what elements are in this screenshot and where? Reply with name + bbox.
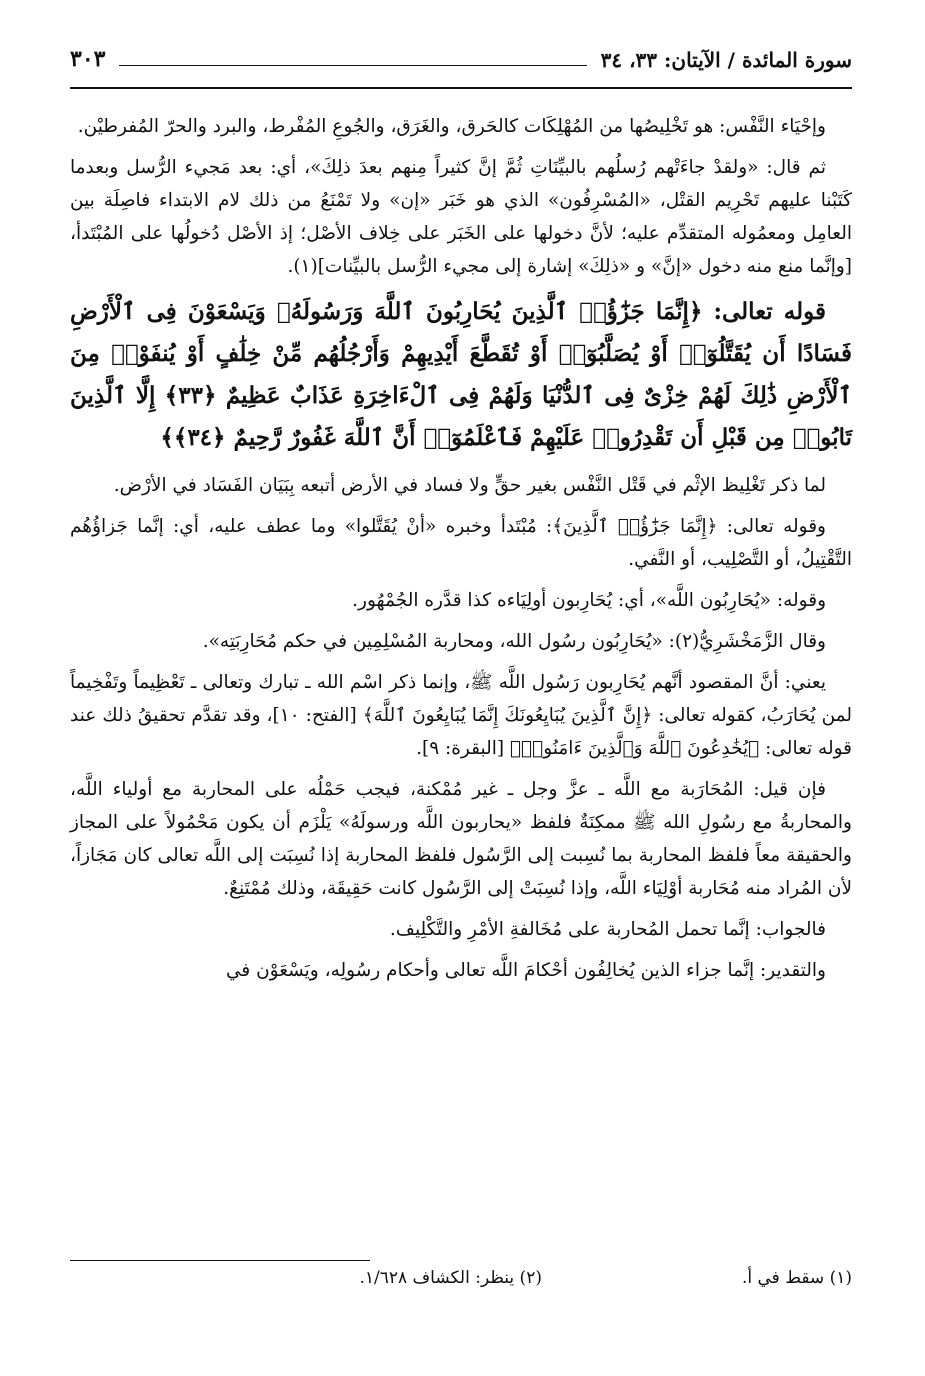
paragraph-yuharibun: وقوله: «يُحَارِبُون اللَّه»، أي: يُحَارِبون أولِيَاءه كذا قدَّره الجُمْهُور.	[352, 590, 826, 611]
paragraph-zamakhshari: وقال الزَّمَخْشَرِيُّ(٢): «يُحَارِبُون رسُول الله، ومحاربة المُسْلِمِين في حكم مُحَارِبَتِه».	[202, 631, 826, 652]
paragraph-ihya: وإحْيَاء النَّفْس: هو تَخْلِيصُها من المُهْلِكَات كالحَرق، والغَرَق، والجُوعِ المُفْرط، والبرد والحرّ المُفرطيْن.	[77, 116, 826, 137]
footnote-rule	[70, 1260, 370, 1261]
page-header	[70, 40, 852, 86]
paragraph-innama-jazau: وقوله تعالى: ﴿إِنَّمَا جَزَٰٓؤُا۟ ٱلَّذِينَ﴾: مُبْتَدأ وخبره «أنْ يُقَتَّلوا» وما عطف عليه، أي: إنَّما جَزاؤُهُم التَّقْتِيلُ، أو التَّصْلِيب، أو النَّفي.	[70, 516, 852, 570]
paragraph-at-taqdir: والتقدير: إنَّما جزاء الذين يُخالِفُون أحْكامَ اللَّه تعالى وأحكام رسُولِه، ويَسْعَوْن في	[225, 960, 826, 981]
page-body	[70, 110, 852, 995]
footnotes	[70, 1268, 852, 1288]
footnote-2: (٢) ينظر: الكشاف ١/٦٢٨.	[359, 1268, 542, 1288]
paragraph-al-jawab: فالجواب: إنَّما تحمل المُحاربة على مُخَالفةِ الأمْرِ والتَّكْلِيف.	[389, 919, 826, 940]
running-title: سورة المائدة / الآيتان: ٣٣، ٣٤	[600, 48, 852, 72]
quran-verse-33-34: قوله تعالى: ﴿إِنَّمَا جَزَٰٓؤُا۟ ٱلَّذِينَ يُحَارِبُونَ ٱللَّهَ وَرَسُولَهُۥ وَيَسْعَوْنَ فِى ٱلْأَرْضِ فَسَادًا أَن يُقَتَّلُوٓا۟ أَوْ يُصَلَّبُوٓا۟ أَوْ تُقَطَّعَ أَيْدِيهِمْ وَأَرْجُلُهُم مِّنْ خِلَٰفٍ أَوْ يُنفَوْا۟ مِنَ ٱلْأَرْضِ ذَٰلِكَ لَهُمْ خِزْىٌ فِى ٱلدُّنْيَا وَلَهُمْ فِى ٱلْءَاخِرَةِ عَذَابٌ عَظِيمٌ ﴿٣٣﴾ إِلَّا ٱلَّذِينَ تَابُوا۟ مِن قَبْلِ أَن تَقْدِرُوا۟ عَلَيْهِمْ فَٱعْلَمُوٓا۟ أَنَّ ٱللَّهَ غَفُورٌ رَّحِيمٌ ﴿٣٤﴾﴾	[70, 298, 852, 451]
footnote-1: (١) سقط في أ.	[741, 1268, 852, 1288]
paragraph-lamma-dhakar: لما ذكر تَغْلِيظ الإثْم في قَتْل النَّفْس بغير حقٍّ ولا فساد في الأرض أتبعه بِبَيَان الفَسَاد في الأرْض.	[113, 475, 826, 496]
paragraph-thumma-qal: ثم قال: «ولقدْ جاءَتْهم رُسلُهم بالبيِّنَاتِ ثُمَّ إنَّ كثيراً مِنهم بعدَ ذلِكَ»، أي: بعد مَجيء الرُّسل وبعدما كَتَبْنا عليهم تَحْرِيم القتْل، «المُسْرِفُون» الذي هو خَبَر «إن» ولا تَمْنَعُ من ذلك لام الابتداء فاصِلَة بين العامِل ومعمُوله المتقدِّم عليه؛ لأنَّ دخولها على الخَبَر على خِلاف الأصْل؛ إذ الأصْل دُخولُها على المُبْتَدأ، [وإنَّما منع منه دخول «إنَّ» و «ذلِكَ» إشارة إلى مجيء الرُّسل بالبيِّنات](١).	[70, 157, 852, 277]
paragraph-yani: يعني: أنَّ المقصود أنَّهم يُحَارِبون رَسُول اللَّه ﷺ، وإنما ذكر اسْم الله ـ تبارك وتعالى ـ تَعْظِيماً وتَفْخِيماً لمن يُحَارَبُ، كقوله تعالى: ﴿إِنَّ ٱلَّذِينَ يُبَايِعُونَكَ إِنَّمَا يُبَايِعُونَ ٱللَّهَ﴾ [الفتح: ١٠]، وقد تقدَّم تحقيقُ ذلك عند قوله تعالى: ﴿يُخَٰدِعُونَ ٱللَّهَ وَٱلَّذِينَ ءَامَنُوا۟﴾ [البقرة: ٩].	[70, 672, 853, 759]
paragraph-fa-in-qil: فإن قيل: المُحَارَبة مع اللَّه ـ عزَّ وجل ـ غير مُمْكنة، فيجب حَمْلُه على المحاربة مع أولياء اللَّه، والمحاربةُ مع رسُولِ الله ﷺ ممكِنَةٌ فلفظ «يحاربون اللَّه ورسولَهُ» يَلْزَم أن يكون مَحْمُولاً على المجاز والحقيقة معاً فلفظ المحاربة بما نُسِبت إلى الرَّسُول فلفظ المحاربة إذا نُسِبَت إلى اللَّه تعالى كان مَجَازاً، لأن المُراد منه مُحَاربة أوْلِيَاء اللَّه، وإذا نُسِبَتْ إلى الرَّسُول كانت حَقِيقَة، وذلك مُمْتَنِعٌ.	[70, 779, 852, 899]
page-number: ٣٠٣	[70, 46, 106, 72]
header-leader-line	[119, 65, 586, 66]
book-page	[70, 40, 852, 1340]
header-rule	[70, 87, 852, 89]
